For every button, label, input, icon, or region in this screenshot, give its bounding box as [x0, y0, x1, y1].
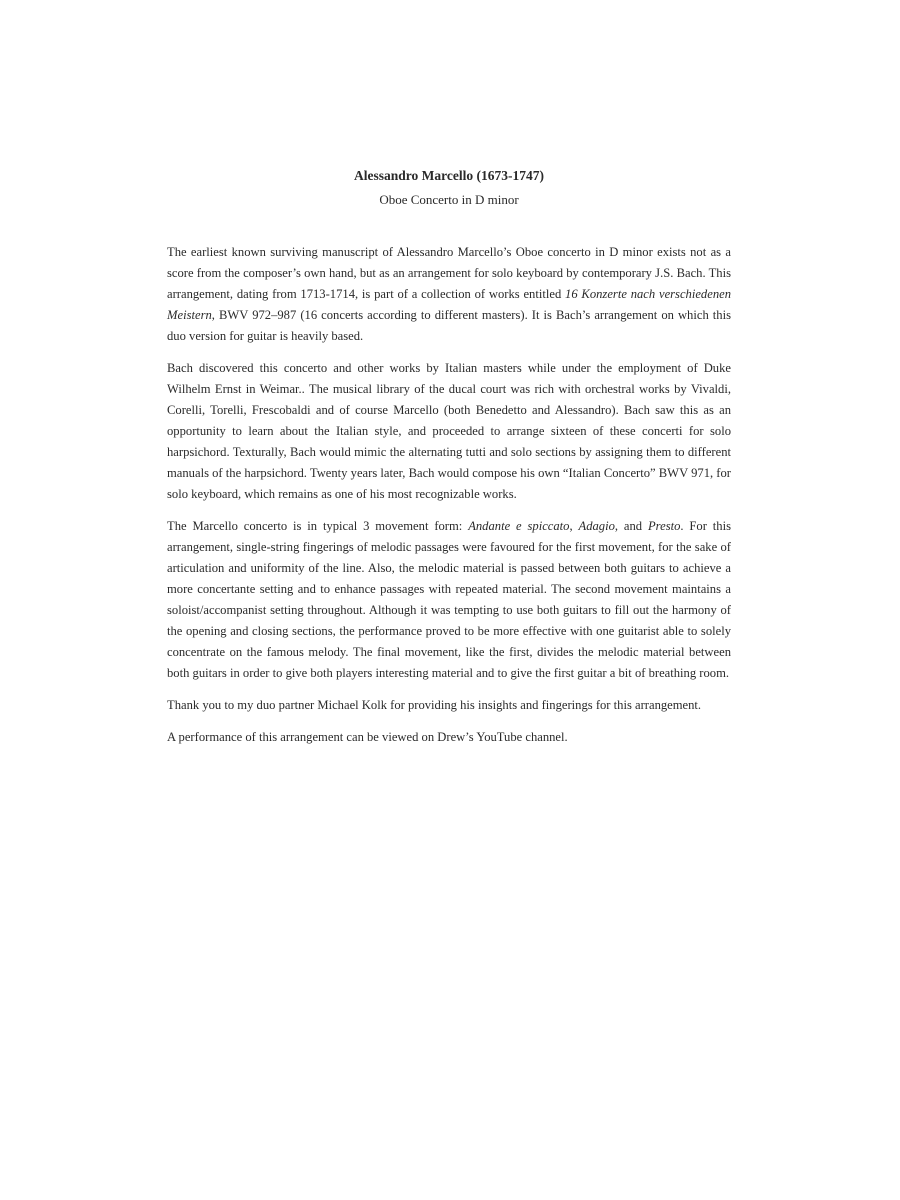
document-body [167, 242, 731, 748]
separator-text: , [569, 519, 579, 533]
paragraph-movements [167, 516, 731, 684]
paragraph-performance: A performance of this arrangement can be viewed on Drew’s YouTube channel. [167, 730, 568, 744]
paragraph-text: The earliest known surviving manuscript of Alessandro Marcello’s Oboe concerto in D minor exists not as a score from the composer’s own hand, but as an arrangement for solo keyboard by contemporary J.S. Bach. This arrangement, dating from 1713-1714, is part of a collection of works entitled [167, 245, 731, 301]
italic-collection-title: 16 Konzerte nach verschiedenen Meistern [167, 287, 732, 322]
paragraph-bach-weimar: Bach discovered this concerto and other works by Italian masters while under the employment of Duke Wilhelm Ernst in Weimar.. The musical library of the ducal court was rich with orchestral works by Vivaldi, Corelli, Torelli, Frescobaldi and of course Marcello (both Benedetto and Alessandro). Bach saw this as an opportunity to learn about the Italian style, and proceeded to arrange sixteen of these concerti for solo harpsichord. Texturally, Bach would mimic the alternating tutti and solo sections by assigning them to different manuals of the harpsichord. Twenty years later, Bach would compose his own “Italian Concerto” BWV 971, for solo keyboard, which remains as one of his most recognizable works. [167, 361, 731, 501]
paragraph-text: , BWV 972–987 (16 concerts according to different masters). It is Bach’s arrangement on which this duo version for guitar is heavily based. [167, 308, 731, 343]
page-title: Alessandro Marcello (1673-1747) [354, 168, 544, 183]
separator-text: , and [614, 519, 648, 533]
page-subtitle: Oboe Concerto in D minor [379, 192, 519, 207]
paragraph-manuscript [167, 242, 731, 347]
italic-movement-3: Presto [647, 519, 681, 533]
italic-movement-1: Andante e spiccato [468, 519, 570, 533]
paragraph-text: The Marcello concerto is in typical 3 movement form: [167, 519, 469, 533]
document-page [167, 165, 731, 748]
paragraph-text: . For this arrangement, single-string fingerings of melodic passages were favoured for the first movement, for the sake of articulation and uniformity of the line. Also, the melodic material is passed between both guitars to achieve a more concertante setting and to enhance passages with repeated material. The second movement maintains a soloist/accompanist setting throughout. Although it was tempting to use both guitars to fill out the harmony of the opening and closing sections, the performance proved to be more effective with one guitarist able to solely concentrate on the famous melody. The final movement, like the first, divides the melodic material between both guitars in order to give both players interesting material and to give the first guitar a bit of breathing room. [167, 519, 731, 680]
italic-movement-2: Adagio [578, 519, 615, 533]
paragraph-thanks: Thank you to my duo partner Michael Kolk for providing his insights and fingerings for this arrangement. [167, 698, 702, 712]
